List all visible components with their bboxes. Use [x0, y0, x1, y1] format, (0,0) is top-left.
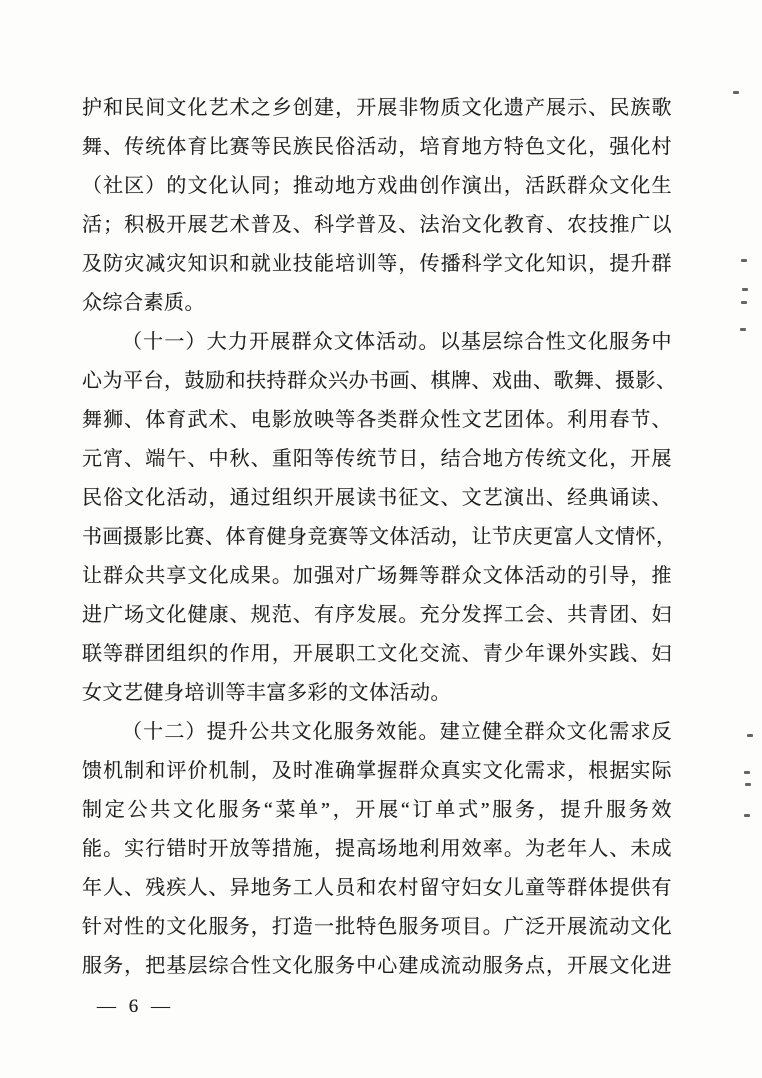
scan-speck: [747, 734, 753, 737]
text-line: （社区）的文化认同；推动地方戏曲创作演出，活跃群众文化生: [82, 175, 672, 197]
text-line: 联等群团组织的作用，开展职工文化交流、青少年课外实践、妇: [82, 643, 672, 665]
scan-speck: [740, 328, 746, 331]
text-line: 进广场文化健康、规范、有序发展。充分发挥工会、共青团、妇: [82, 604, 672, 626]
text-line: 馈机制和评价机制，及时准确掌握群众真实文化需求，根据实际: [82, 760, 672, 782]
text-line: 针对性的文化服务，打造一批特色服务项目。广泛开展流动文化: [82, 916, 672, 938]
paragraph: [82, 323, 677, 713]
paragraph: [82, 713, 672, 986]
text-line: 舞、传统体育比赛等民族民俗活动，培育地方特色文化，强化村: [82, 136, 672, 158]
text-line: 年人、残疾人、异地务工人员和农村留守妇女儿童等群体提供有: [82, 877, 672, 899]
scan-speck: [744, 814, 750, 817]
text-line: 元宵、端午、中秋、重阳等传统节日，结合地方传统文化，开展: [82, 448, 672, 470]
text-line: 能。实行错时开放等措施，提高场地利用效率。为老年人、未成: [82, 838, 672, 860]
text-line: 书画摄影比赛、体育健身竞赛等文体活动，让节庆更富人文情怀，: [82, 526, 677, 548]
text-line: （十二）提升公共文化服务效能。建立健全群众文化需求反: [122, 721, 672, 743]
text-line: （十一）大力开展群众文体活动。以基层综合性文化服务中: [122, 331, 672, 353]
text-line: 制定公共文化服务“菜单”，开展“订单式”服务，提升服务效: [82, 799, 672, 821]
scan-speck: [744, 771, 750, 774]
text-line: 舞狮、体育武术、电影放映等各类群众性文艺团体。利用春节、: [82, 409, 672, 431]
text-line: 服务，把基层综合性文化服务中心建成流动服务点，开展文化进: [82, 955, 672, 977]
text-line: 护和民间文化艺术之乡创建，开展非物质文化遗产展示、民族歌: [82, 97, 672, 119]
text-line: 让群众共享文化成果。加强对广场舞等群众文体活动的引导，推: [82, 565, 672, 587]
text-line: 女文艺健身培训等丰富多彩的文体活动。: [82, 682, 451, 704]
scan-speck: [741, 301, 747, 304]
text-line: 众综合素质。: [82, 292, 205, 314]
text-line: 心为平台，鼓励和扶持群众兴办书画、棋牌、戏曲、歌舞、摄影、: [82, 370, 677, 392]
scan-speck: [733, 91, 739, 94]
text-line: 民俗文化活动，通过组织开展读书征文、文艺演出、经典诵读、: [82, 487, 672, 509]
page-number: — 6 —: [97, 996, 174, 1017]
paragraph: [82, 89, 672, 323]
text-line: 活；积极开展艺术普及、科学普及、法治文化教育、农技推广以: [82, 214, 672, 236]
text-line: 及防灾减灾知识和就业技能培训等，传播科学文化知识，提升群: [82, 253, 672, 275]
scan-speck: [742, 288, 748, 291]
scan-speck: [745, 783, 751, 786]
document-body: [82, 89, 677, 986]
scan-speck: [741, 259, 747, 262]
